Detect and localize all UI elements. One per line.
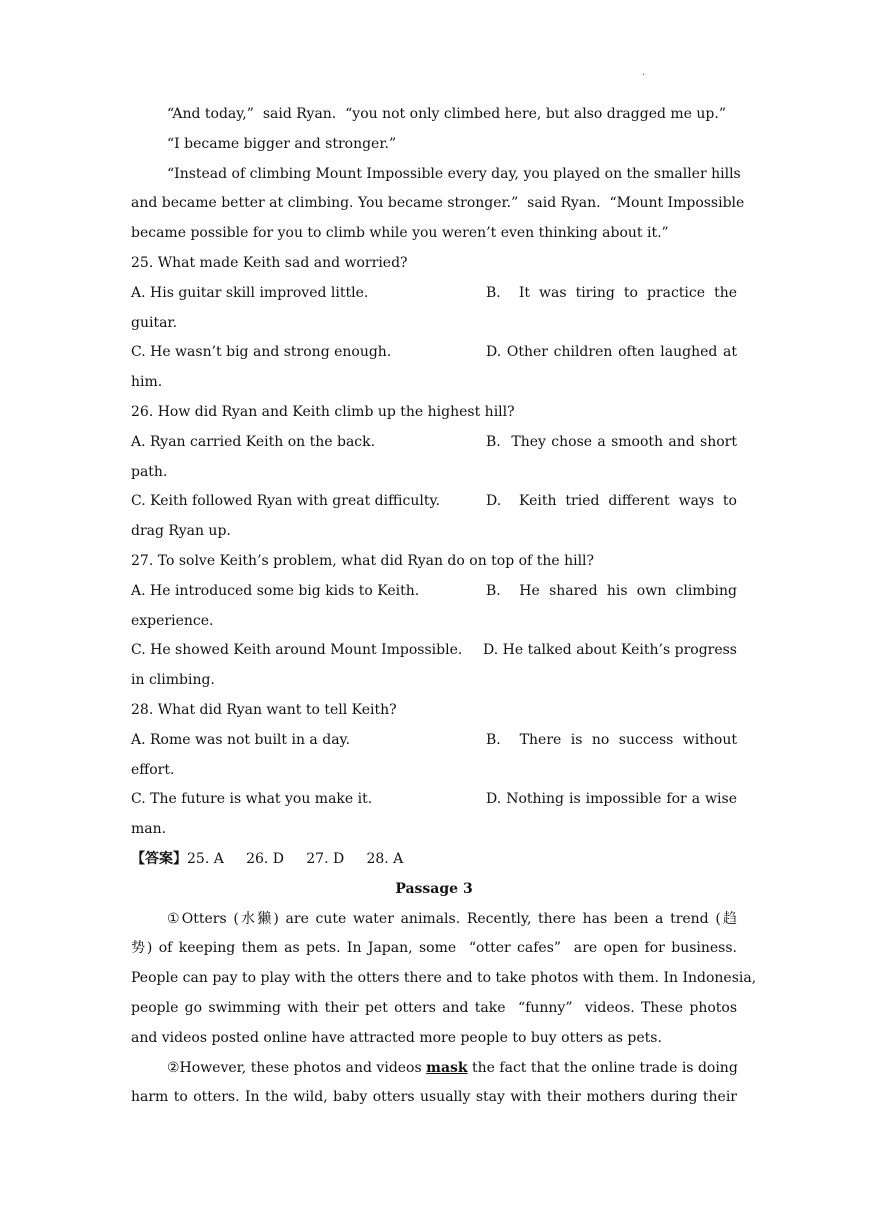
option-row — [131, 636, 737, 666]
passage-text: ②However, these photos and videos — [167, 1059, 427, 1076]
header-mark: · — [642, 70, 646, 81]
story-line: “I became bigger and stronger.” — [167, 135, 397, 152]
option-a: A. His guitar skill improved little. — [131, 284, 369, 301]
option-row — [131, 577, 737, 607]
passage-title: Passage 3 — [395, 880, 473, 897]
option-d: D. Other children often laughed at — [486, 344, 737, 361]
option-wrap: drag Ryan up. — [131, 523, 231, 540]
option-c: C. Keith followed Ryan with great difficulty. — [131, 493, 440, 510]
option-b: B. It was tiring to practice the — [486, 284, 737, 301]
answer-tag: 【答案】 — [131, 850, 187, 867]
story-line: “And today,” said Ryan. “you not only climbed here, but also dragged me up.” — [167, 106, 726, 122]
option-c: C. He wasn’t big and strong enough. — [131, 344, 392, 361]
option-a: A. He introduced some big kids to Keith. — [131, 582, 420, 599]
question-stem: 25. What made Keith sad and worried? — [131, 254, 408, 271]
passage-line: ①Otters (水獭) are cute water animals. Recently, there has been a trend (趋 — [167, 910, 737, 927]
passage-line: harm to otters. In the wild, baby otters usually stay with their mothers during their — [131, 1089, 737, 1106]
option-row — [131, 279, 737, 309]
option-row — [131, 428, 737, 458]
option-a: A. Ryan carried Keith on the back. — [131, 433, 376, 450]
option-b: B. He shared his own climbing — [486, 582, 737, 599]
option-wrap: effort. — [131, 761, 175, 778]
option-wrap: man. — [131, 821, 167, 838]
option-wrap: him. — [131, 374, 163, 391]
option-row — [131, 338, 737, 368]
option-b: B. They chose a smooth and short — [486, 433, 737, 450]
passage-text: the fact that the online trade is doing — [467, 1059, 738, 1076]
option-row — [131, 487, 737, 517]
answer-key — [131, 845, 737, 875]
passage-line — [131, 1054, 737, 1084]
story-line: and became better at climbing. You became stronger.” said Ryan. “Mount Impossible — [131, 195, 745, 212]
question-stem: 27. To solve Keith’s problem, what did Ryan do on top of the hill? — [131, 552, 595, 569]
option-c: C. He showed Keith around Mount Impossible. — [131, 642, 463, 659]
passage-line: People can pay to play with the otters there and to take photos with them. In Indonesia, — [131, 970, 757, 987]
document-content — [131, 100, 757, 1113]
option-b: B. There is no success without — [486, 731, 737, 748]
option-wrap: path. — [131, 463, 168, 480]
option-row — [131, 785, 737, 815]
option-d: D. Keith tried different ways to — [486, 493, 737, 510]
option-row — [131, 726, 737, 756]
answer-text: 25. A 26. D 27. D 28. A — [187, 850, 404, 867]
passage-line: 势) of keeping them as pets. In Japan, some “otter cafes” are open for business. — [131, 940, 737, 957]
option-wrap: experience. — [131, 612, 214, 629]
option-a: A. Rome was not built in a day. — [131, 731, 351, 748]
passage-line: and videos posted online have attracted more people to buy otters as pets. — [131, 1029, 662, 1046]
passage-line: people go swimming with their pet otters and take “funny” videos. These photos — [131, 999, 737, 1016]
story-line: became possible for you to climb while you weren’t even thinking about it.” — [131, 225, 669, 242]
option-wrap: guitar. — [131, 314, 178, 331]
option-d: D. He talked about Keith’s progress — [483, 642, 737, 659]
question-stem: 26. How did Ryan and Keith climb up the highest hill? — [131, 403, 515, 420]
story-line: “Instead of climbing Mount Impossible every day, you played on the smaller hills — [167, 165, 741, 182]
option-wrap: in climbing. — [131, 672, 215, 689]
option-c: C. The future is what you make it. — [131, 791, 373, 808]
highlighted-word-mask: mask — [426, 1059, 468, 1076]
question-stem: 28. What did Ryan want to tell Keith? — [131, 701, 397, 718]
option-d: D. Nothing is impossible for a wise — [486, 791, 737, 808]
